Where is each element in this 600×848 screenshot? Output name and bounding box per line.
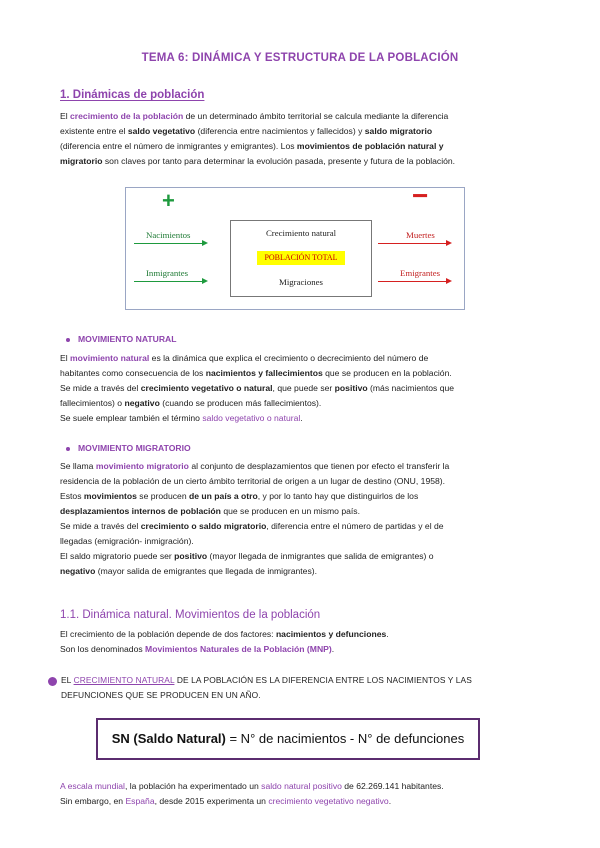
term-crecimiento-vegetativo: crecimiento vegetativo o natural xyxy=(140,383,273,393)
text: . xyxy=(300,413,303,423)
term-negativo: negativo xyxy=(60,566,96,576)
text: que se producen en un mismo país. xyxy=(220,506,360,516)
term-movimiento-natural: movimiento natural xyxy=(70,353,150,363)
section-heading-dinamicas: 1. Dinámicas de población xyxy=(60,89,205,101)
text: , que puede ser xyxy=(272,383,335,393)
term-crecimiento-poblacion: crecimiento de la población xyxy=(70,111,184,121)
bullet-icon xyxy=(48,677,57,686)
label-muertes: Muertes xyxy=(406,230,435,240)
text: . xyxy=(331,644,335,654)
arrow-inmigrantes xyxy=(134,281,204,282)
text: (diferencia entre nacimientos y fallecidos) y xyxy=(195,126,365,136)
text: se producen xyxy=(136,491,189,501)
text: , desde 2015 experimenta un xyxy=(154,796,269,806)
arrow-muertes xyxy=(378,243,448,244)
term-crecimiento-vegetativo-negativo: crecimiento vegetativo negativo xyxy=(268,796,389,806)
paragraph-factores xyxy=(60,627,550,657)
text: que se producen en la población. xyxy=(322,368,452,378)
text: DE LA POBLACIÓN ES LA DIFERENCIA ENTRE LOS NACIMIENTOS Y LAS xyxy=(174,675,472,685)
text: es la dinámica que explica el crecimiento o decrecimiento del número de xyxy=(149,353,429,363)
term-nacimientos-defunciones: nacimientos y defunciones xyxy=(275,629,387,639)
text: (mayor llegada de inmigrantes que salida de emigrantes) o xyxy=(207,551,434,561)
arrow-emigrantes xyxy=(378,281,448,282)
formula-label: SN (Saldo Natural) xyxy=(111,731,226,746)
label-emigrantes: Emigrantes xyxy=(400,268,441,278)
term-nacimientos-fallecimientos: nacimientos y fallecimientos xyxy=(205,368,323,378)
label-nacimientos: Nacimientos xyxy=(146,230,191,240)
text: Son los denominados xyxy=(60,644,146,654)
center-box xyxy=(230,220,372,297)
text: El xyxy=(60,111,71,121)
text: (más nacimientos que xyxy=(367,383,455,393)
term-saldo-vegetativo: saldo vegetativo xyxy=(127,126,196,136)
term-mnp: Movimientos Naturales de la Población (MNP) xyxy=(145,644,332,654)
term-movimiento-migratorio: movimiento migratorio xyxy=(95,461,189,471)
heading-text: MOVIMIENTO NATURAL xyxy=(78,334,177,344)
term-positivo: positivo xyxy=(174,551,208,561)
term-saldo-migratorio: saldo migratorio xyxy=(364,126,433,136)
arrow-nacimientos xyxy=(134,243,204,244)
text: de 62.269.141 habitantes. xyxy=(341,781,444,791)
text: El xyxy=(60,353,71,363)
text: habitantes como consecuencia de los xyxy=(60,368,206,378)
text: El crecimiento de la población depende de dos factores: xyxy=(60,629,276,639)
bullet-icon xyxy=(66,447,70,451)
text: existente entre el xyxy=(60,126,128,136)
text: Estos xyxy=(60,491,84,501)
bullet-icon xyxy=(66,338,70,342)
paragraph-movimiento-natural xyxy=(60,351,550,426)
label-poblacion-total: POBLACIÓN TOTAL xyxy=(257,251,345,265)
bullet-heading-movimiento-natural xyxy=(66,334,177,344)
text: . xyxy=(388,796,392,806)
text: fallecimientos) o xyxy=(60,398,125,408)
label-migraciones: Migraciones xyxy=(279,277,323,287)
term-saldo-migratorio: crecimiento o saldo migratorio xyxy=(140,521,267,531)
label-crecimiento-natural: Crecimiento natural xyxy=(265,228,337,238)
term-positivo: positivo xyxy=(334,383,368,393)
text: , diferencia entre el número de partidas y el de xyxy=(266,521,444,531)
text: (diferencia entre el número de inmigrantes y emigrantes). Los xyxy=(60,141,297,151)
text: residencia de la población de un cierto ámbito territorial de origen a un lugar de destino (ONU, 1958). xyxy=(60,476,446,486)
arrowhead-icon xyxy=(202,278,208,284)
term-migratorio: migratorio xyxy=(60,156,103,166)
arrowhead-icon xyxy=(446,278,452,284)
text: Se mide a través del xyxy=(60,521,141,531)
section-heading-dinamica-natural: 1.1. Dinámica natural. Movimientos de la población xyxy=(60,609,321,621)
text: al conjunto de desplazamientos que tienen por efecto el transferir la xyxy=(188,461,450,471)
heading-text: MOVIMIENTO MIGRATORIO xyxy=(78,443,191,453)
page-title: TEMA 6: DINÁMICA Y ESTRUCTURA DE LA POBLACIÓN xyxy=(141,52,459,64)
text: El saldo migratorio puede ser xyxy=(60,551,175,561)
formula-saldo-natural xyxy=(96,718,480,760)
text: , y por lo tanto hay que distinguirlos de los xyxy=(257,491,419,501)
text: (cuando se producen más fallecimientos). xyxy=(159,398,322,408)
arrowhead-icon xyxy=(446,240,452,246)
minus-icon: − xyxy=(412,180,429,211)
text: Sin embargo, en xyxy=(60,796,126,806)
term-saldo-natural-positivo: saldo natural positivo xyxy=(261,781,342,791)
term-espana: España xyxy=(125,796,155,806)
term-crecimiento-natural: CRECIMIENTO NATURAL xyxy=(73,675,175,685)
text: Se llama xyxy=(60,461,96,471)
text: (mayor salida de emigrantes que llegada de inmigrantes). xyxy=(95,566,317,576)
paragraph-escala xyxy=(60,779,560,809)
text: Se suele emplear también el término xyxy=(60,413,203,423)
term-desplazamientos-internos: desplazamientos internos de población xyxy=(60,506,221,516)
text: DEFUNCIONES QUE SE PRODUCEN EN UN AÑO. xyxy=(61,690,261,700)
term-movimientos: movimientos xyxy=(83,491,137,501)
text: de un determinado ámbito territorial se calcula mediante la diferencia xyxy=(183,111,449,121)
arrowhead-icon xyxy=(202,240,208,246)
text: Se mide a través del xyxy=(60,383,141,393)
term-movimientos: movimientos de población natural y xyxy=(296,141,444,151)
paragraph-movimiento-migratorio xyxy=(60,459,555,579)
formula-expression: = N° de nacimientos - N° de defunciones xyxy=(225,731,465,746)
term-escala-mundial: A escala mundial xyxy=(60,781,125,791)
label-inmigrantes: Inmigrantes xyxy=(146,268,189,278)
population-diagram xyxy=(125,180,465,310)
term-negativo: negativo xyxy=(124,398,160,408)
intro-paragraph xyxy=(60,109,550,169)
bullet-heading-movimiento-migratorio xyxy=(66,443,191,453)
text: , la población ha experimentado un xyxy=(124,781,262,791)
text: son claves por tanto para determinar la evolución pasada, presente y futura de la población. xyxy=(102,156,456,166)
term-saldo-vegetativo-natural: saldo vegetativo o natural xyxy=(202,413,301,423)
text: EL xyxy=(61,675,74,685)
paragraph-crecimiento-natural xyxy=(61,673,561,703)
text: . xyxy=(386,629,389,639)
plus-icon: + xyxy=(162,188,175,213)
term-pais-a-otro: de un país a otro xyxy=(188,491,258,501)
text: llegadas (emigración- inmigración). xyxy=(60,536,194,546)
